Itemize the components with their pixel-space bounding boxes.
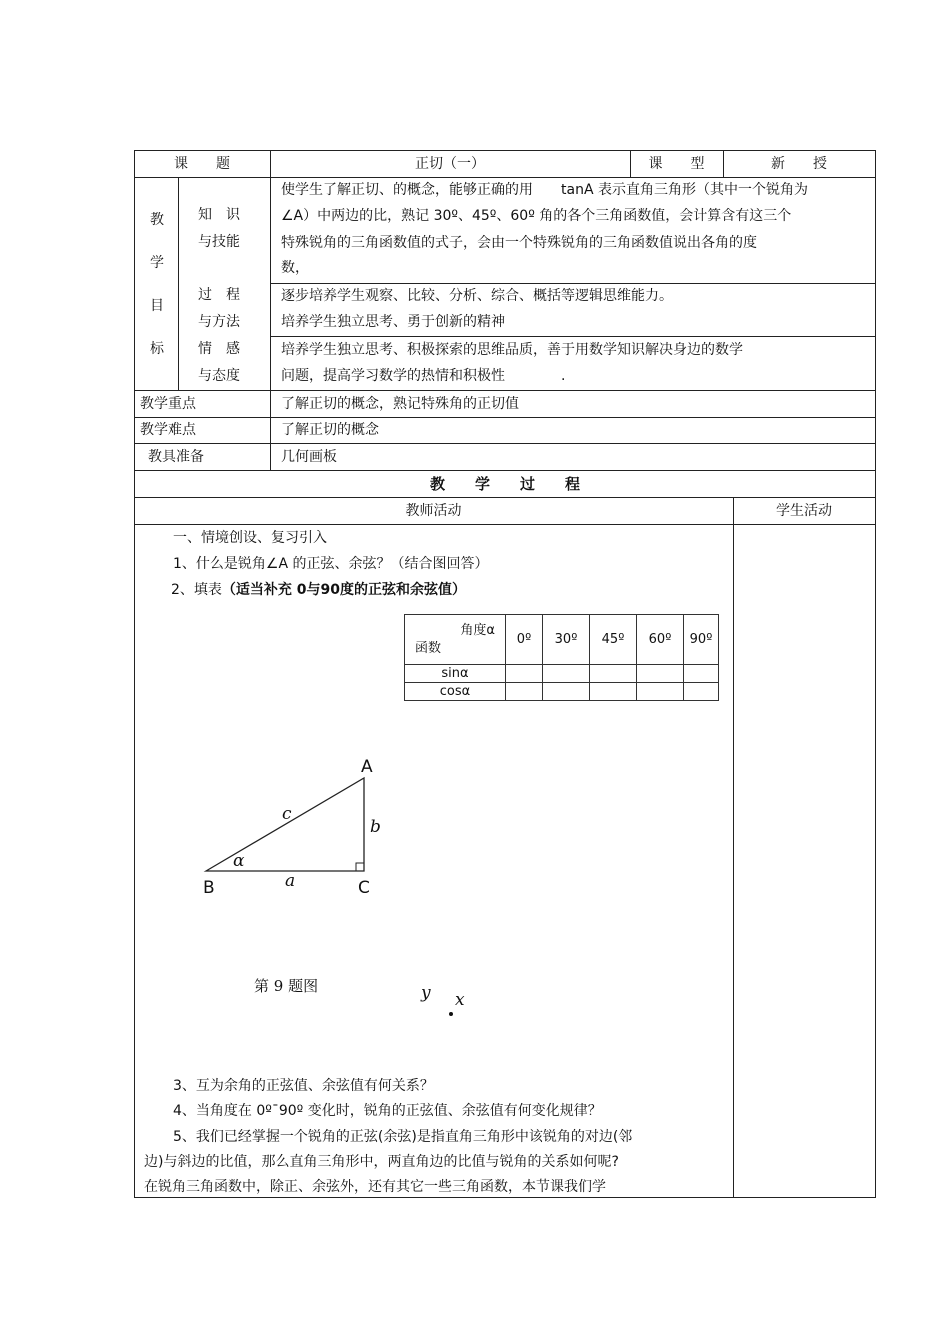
table-row bbox=[405, 683, 719, 701]
goals-side-char: 学 bbox=[150, 255, 164, 271]
teaching-aids-value: 几何画板 bbox=[281, 449, 337, 465]
table-cell bbox=[590, 683, 637, 701]
table-angle-header: 45º bbox=[590, 615, 637, 665]
question-4: 4、当角度在 0º¯90º 变化时，锐角的正弦值、余弦值有何变化规律？ bbox=[173, 1103, 602, 1119]
type-label: 课 型 bbox=[648, 156, 705, 172]
sin-cos-table bbox=[404, 614, 719, 701]
table-cell bbox=[543, 683, 590, 701]
difficulty-label: 教学难点 bbox=[140, 422, 196, 438]
table-angle-header: 30º bbox=[543, 615, 590, 665]
side-a-label: a bbox=[285, 871, 296, 891]
teaching-aids-label: 教具准备 bbox=[148, 449, 204, 465]
question-5-line-1: 5、我们已经掌握一个锐角的正弦(余弦)是指直角三角形中该锐角的对边(邻 bbox=[173, 1129, 633, 1145]
vertex-b-label: B bbox=[203, 878, 215, 898]
right-angle-marker bbox=[356, 863, 364, 871]
table-angle-header: 90º bbox=[684, 615, 719, 665]
question-5-line-2: 边)与斜边的比值，那么直角三角形中，两直角边的比值与锐角的关系如何呢? bbox=[144, 1154, 619, 1170]
table-corner-bottom: 函数 bbox=[415, 641, 442, 656]
y-label: y bbox=[421, 983, 431, 1003]
knowledge-label: 知 识 bbox=[198, 207, 240, 223]
table-cell bbox=[637, 683, 684, 701]
table-corner-top: 角度α bbox=[460, 623, 495, 638]
table-row bbox=[405, 665, 719, 683]
knowledge-text: 使学生了解正切、的概念，能够正确的用 tanA 表示直角三角形（其中一个锐角为 bbox=[281, 182, 808, 198]
emotion-text: 问题，提高学习数学的热情和积极性 . bbox=[281, 368, 566, 384]
table-cell bbox=[590, 665, 637, 683]
topic-label: 课 题 bbox=[174, 156, 230, 172]
question-3: 3、互为余角的正弦值、余弦值有何关系？ bbox=[173, 1078, 434, 1094]
key-point-label: 教学重点 bbox=[140, 396, 196, 412]
table-cell bbox=[506, 683, 543, 701]
vertex-c-label: C bbox=[358, 878, 370, 898]
question-5-line-3: 在锐角三角函数中，除正、余弦外，还有其它一些三角函数，本节课我们学 bbox=[144, 1179, 606, 1195]
table-angle-header: 0º bbox=[506, 615, 543, 665]
intro-heading: 一、情境创设、复习引入 bbox=[173, 530, 327, 546]
emotion-label: 与态度 bbox=[198, 368, 240, 384]
vertex-a-label: A bbox=[361, 757, 373, 777]
teacher-activity-header: 教师活动 bbox=[405, 503, 462, 519]
x-label: x bbox=[455, 990, 465, 1010]
process-label: 与方法 bbox=[198, 314, 240, 330]
topic-value: 正切（一） bbox=[415, 156, 485, 172]
question-2-note: （适当补充 0与90度的正弦和余弦值） bbox=[221, 582, 467, 598]
difficulty-value: 了解正切的概念 bbox=[281, 422, 379, 438]
knowledge-text: 特殊锐角的三角函数值的式子，会由一个特殊锐角的三角函数值说出各角的度 bbox=[281, 235, 757, 251]
table-cell bbox=[637, 665, 684, 683]
table-row-label: sinα bbox=[405, 665, 506, 683]
right-triangle-diagram bbox=[190, 770, 390, 880]
table-cell bbox=[506, 665, 543, 683]
triangle-outline bbox=[206, 778, 364, 871]
process-text: 逐步培养学生观察、比较、分析、综合、概括等逻辑思维能力。 bbox=[281, 288, 673, 304]
process-label: 过 程 bbox=[198, 287, 240, 303]
table-corner-cell bbox=[405, 615, 506, 665]
knowledge-text: ∠A）中两边的比，熟记 30º、45º、60º 角的各个三角函数值，会计算含有这三个 bbox=[281, 208, 792, 224]
key-point-value: 了解正切的概念，熟记特殊角的正切值 bbox=[281, 396, 519, 412]
question-1: 1、什么是锐角∠A 的正弦、余弦？（结合图回答） bbox=[173, 556, 489, 572]
table-angle-header: 60º bbox=[637, 615, 684, 665]
student-activity-header: 学生活动 bbox=[776, 503, 832, 519]
emotion-text: 培养学生独立思考、积极探索的思维品质，善于用数学知识解决身边的数学 bbox=[281, 342, 743, 358]
question-2 bbox=[171, 581, 466, 599]
table-cell bbox=[684, 665, 719, 683]
type-value: 新 授 bbox=[771, 156, 827, 172]
goals-side-char: 标 bbox=[150, 341, 164, 357]
knowledge-label: 与技能 bbox=[198, 234, 240, 250]
process-title: 教 学 过 程 bbox=[429, 475, 580, 493]
knowledge-text: 数， bbox=[281, 260, 309, 276]
angle-alpha-label: α bbox=[233, 851, 245, 871]
origin-dot bbox=[449, 1012, 453, 1016]
process-text: 培养学生独立思考、勇于创新的精神 bbox=[281, 314, 505, 330]
table-row-label: cosα bbox=[405, 683, 506, 701]
side-b-label: b bbox=[370, 817, 381, 837]
table-cell bbox=[543, 665, 590, 683]
figure-caption: 第 9 题图 bbox=[254, 977, 319, 995]
side-c-label: c bbox=[282, 804, 292, 824]
goals-side-char: 目 bbox=[150, 298, 164, 314]
goals-side-char: 教 bbox=[150, 212, 164, 228]
question-2-prefix: 2、填表 bbox=[171, 582, 222, 598]
emotion-label: 情 感 bbox=[198, 341, 240, 357]
table-cell bbox=[684, 683, 719, 701]
